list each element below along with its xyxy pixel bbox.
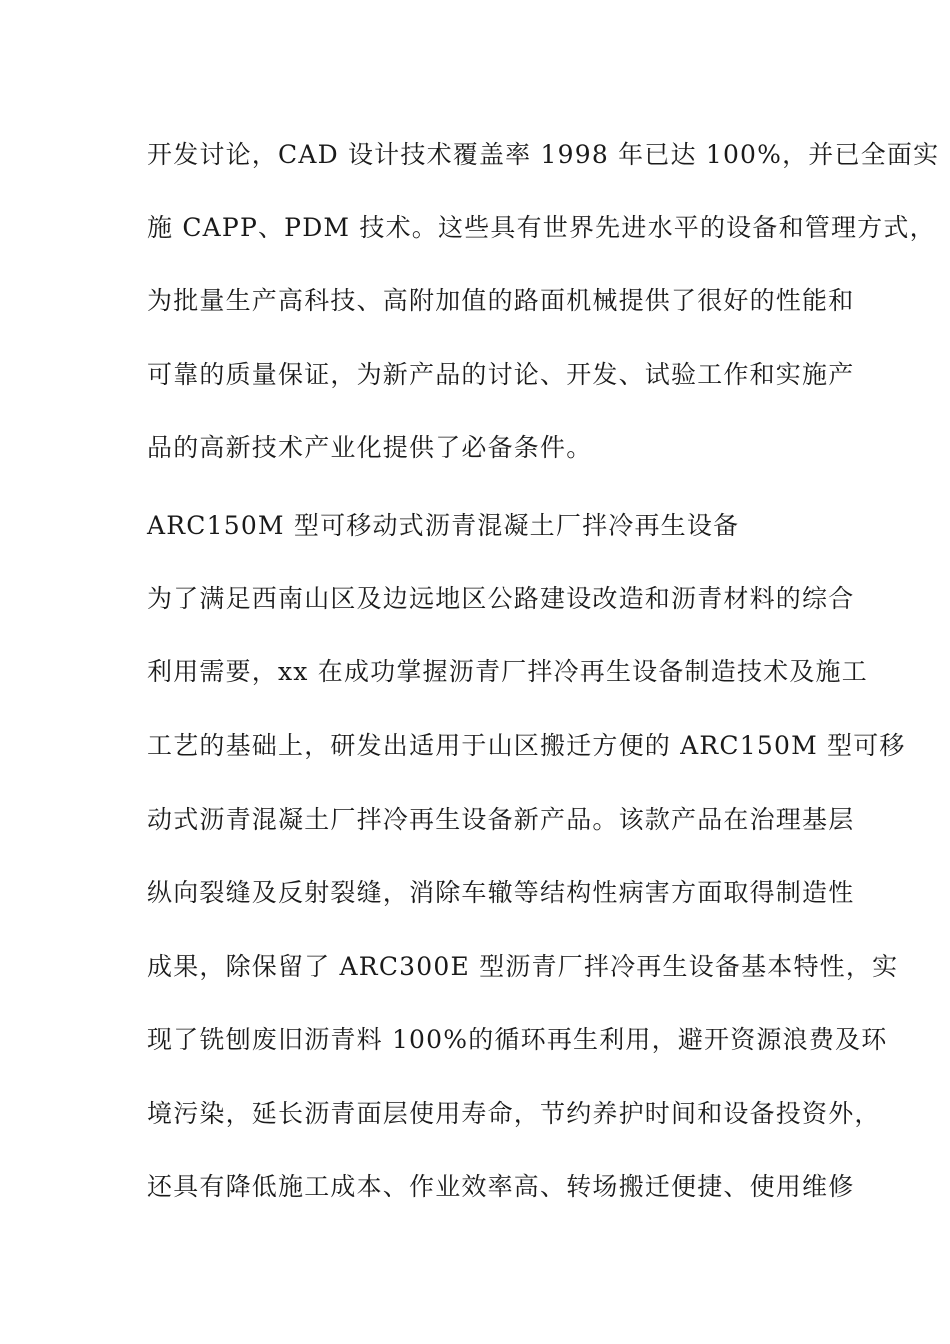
body-text-line: 可靠的质量保证，为新产品的讨论、开发、试验工作和实施产 (147, 360, 855, 389)
body-text-line: 开发讨论，CAD 设计技术覆盖率 1998 年已达 100%，并已全面实 (147, 140, 940, 169)
body-text-line: 境污染，延长沥青面层使用寿命，节约养护时间和设备投资外， (147, 1099, 881, 1128)
body-text-line: 纵向裂缝及反射裂缝，消除车辙等结构性病害方面取得制造性 (147, 878, 855, 907)
body-text-line: 动式沥青混凝土厂拌冷再生设备新产品。该款产品在治理基层 (147, 805, 855, 834)
body-text-line: 施 CAPP、PDM 技术。这些具有世界先进水平的设备和管理方式， (147, 213, 936, 242)
body-text-line: 品的高新技术产业化提供了必备条件。 (147, 433, 593, 462)
body-text-line: 为了满足西南山区及边远地区公路建设改造和沥青材料的综合 (147, 584, 855, 613)
section-heading: ARC150M 型可移动式沥青混凝土厂拌冷再生设备 (147, 511, 740, 540)
body-text-line: 为批量生产高科技、高附加值的路面机械提供了很好的性能和 (147, 286, 855, 315)
body-text-line: 还具有降低施工成本、作业效率高、转场搬迁便捷、使用维修 (147, 1172, 855, 1201)
body-text-line: 现了铣刨废旧沥青料 100%的循环再生利用，避开资源浪费及环 (147, 1025, 888, 1054)
body-text-line: 成果，除保留了 ARC300E 型沥青厂拌冷再生设备基本特性，实 (147, 952, 899, 981)
body-text-line: 工艺的基础上，研发出适用于山区搬迁方便的 ARC150M 型可移 (147, 731, 906, 760)
body-text-line: 利用需要，xx 在成功掌握沥青厂拌冷再生设备制造技术及施工 (147, 657, 868, 686)
